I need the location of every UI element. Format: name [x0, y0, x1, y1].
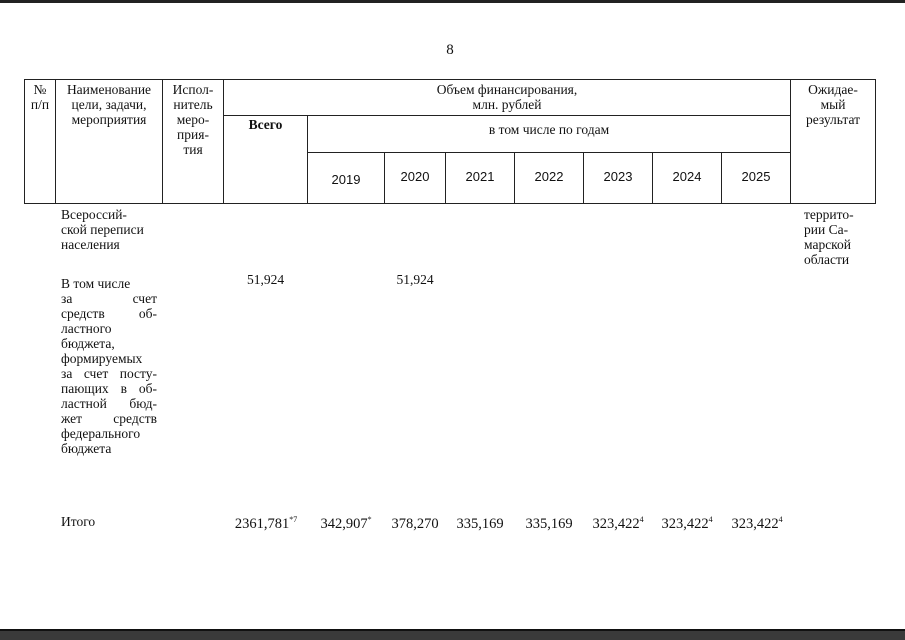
- row-itogo-2020: 378,270: [391, 516, 439, 532]
- header-year-2025: 2025: [741, 169, 771, 184]
- table-top-border: [24, 79, 876, 80]
- header-year-2021: 2021: [465, 169, 495, 184]
- row-regional-2020: 51,924: [396, 272, 434, 287]
- header-col-by-years: в том числе по годам: [488, 122, 610, 137]
- row-itogo-2019: 342,907*: [320, 515, 372, 532]
- header-year-2019: 2019: [331, 172, 361, 187]
- row-itogo-2024: 323,422$^4$: [661, 515, 713, 532]
- page-number: 8: [446, 42, 454, 58]
- header-year-2023: 2023: [603, 169, 633, 184]
- header-bottom-border: [24, 203, 876, 204]
- scan-edge-bottom-line: [0, 629, 905, 631]
- row-census-result: террито- рии Са- марской области: [804, 207, 854, 267]
- row-itogo-total: 2361,781$^{*7}$: [234, 515, 298, 532]
- row-itogo-2023: 323,422$^4$: [592, 515, 644, 532]
- row-itogo-label: Итого: [61, 514, 96, 529]
- row-census-name: Всероссий- ской переписи населения: [61, 207, 144, 252]
- header-col-total: Всего: [248, 117, 283, 132]
- header-col-executor: Испол- нитель меро- прия- тия: [172, 82, 214, 157]
- header-year-2024: 2024: [672, 169, 702, 184]
- header-col-result: Ожидае- мый результат: [805, 82, 861, 127]
- header-col-volume: Объем финансирования, млн. рублей: [436, 82, 578, 112]
- header-year-2020: 2020: [400, 169, 430, 184]
- row-regional-name: В том числе за счет средств об- ластного бюджета, формируемых за счет посту- пающих в об- ластной бюд- жет средств федерального бюджета: [61, 276, 157, 456]
- header-col-num: № п/п: [30, 82, 50, 112]
- header-year-2022: 2022: [534, 169, 564, 184]
- row-itogo-2021: 335,169: [456, 516, 504, 532]
- scan-edge-top: [0, 0, 905, 3]
- row-regional-total: 51,924: [246, 272, 285, 287]
- row-itogo-2025: 323,422$^4$: [731, 515, 783, 532]
- header-col-name: Наименование цели, задачи, мероприятия: [66, 82, 152, 127]
- row-itogo-2022: 335,169: [525, 516, 573, 532]
